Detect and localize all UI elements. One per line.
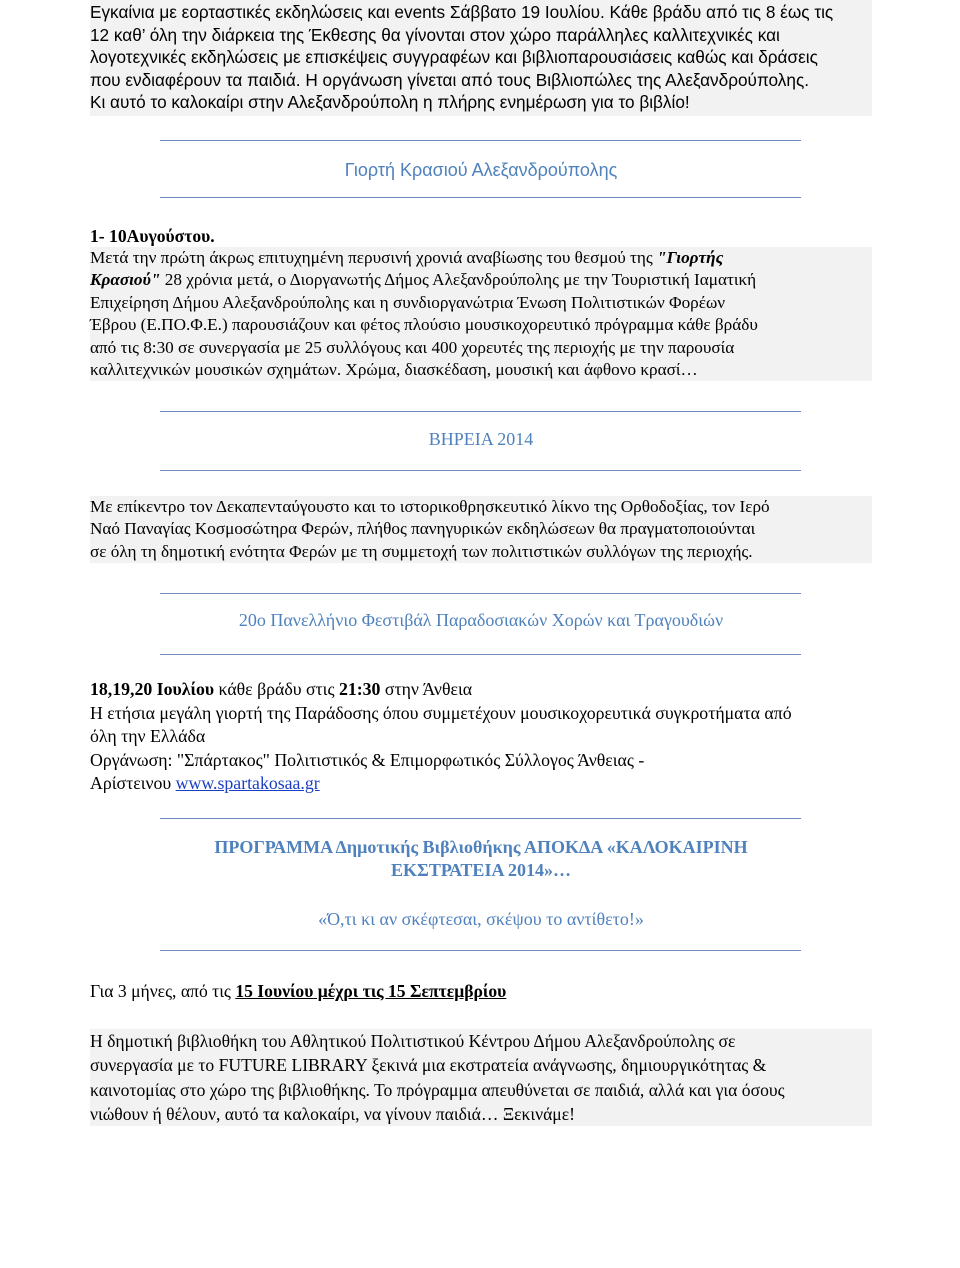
dance-festival-line <box>90 678 880 702</box>
wine-festival-line <box>90 269 872 291</box>
dance-festival-text: στην Άνθεια <box>380 679 473 699</box>
divider-line <box>160 197 801 198</box>
wine-festival-bold: Κρασιού" <box>90 270 161 290</box>
library-title-line: ΠΡΟΓΡΑΜΜΑ Δημοτικής Βιβλιοθήκης ΑΠΟΚΔΑ «ΚΑΛΟΚΑΙΡΙΝΗ <box>214 837 748 857</box>
dance-festival-time: 21:30 <box>338 679 381 699</box>
divider-line <box>160 140 801 141</box>
dance-festival-line <box>90 772 880 796</box>
wine-festival-bold: "Γιορτής <box>657 248 724 267</box>
library-period <box>90 980 880 1004</box>
divider-line <box>160 654 801 655</box>
library-program-title <box>90 836 872 882</box>
dance-festival-text: Αρίστεινου <box>90 773 176 793</box>
divider-line <box>160 950 801 951</box>
divider-line <box>160 411 801 412</box>
wine-festival-line: καλλιτεχνικών μουσικών σχημάτων. Χρώμα, διασκέδαση, μουσική και άφθονο κρασί… <box>90 360 698 380</box>
spartakos-website-link[interactable]: www.spartakosaa.gr <box>175 773 320 793</box>
dance-festival-line: Οργάνωση: "Σπάρτακος" Πολιτιστικός & Επιμορφωτικός Σύλλογος Άνθειας - <box>90 749 645 770</box>
wine-festival-line: από τις 8:30 σε συνεργασία με 25 συλλόγους και 400 χορευτές της περιοχής με την παρουσία <box>90 337 735 357</box>
library-line: Η δημοτική βιβλιοθήκη του Αθλητικού Πολιτιστικού Κέντρου Δήμου Αλεξανδρούπολης σε <box>90 1031 736 1051</box>
dance-festival-dates: 18,19,20 Ιουλίου <box>90 679 215 699</box>
library-line: συνεργασία με το FUTURE LIBRARY ξεκινά μια εκστρατεία ανάγνωσης, δημιουργικότητας & <box>90 1055 767 1076</box>
dance-festival-title: 20ο Πανελλήνιο Φεστιβάλ Παραδοσιακών Χορών και Τραγουδιών <box>238 610 724 630</box>
vireia-description <box>90 496 872 563</box>
wine-festival-text: Μετά την πρώτη άκρως επιτυχημένη περυσινή χρονιά αναβίωσης του θεσμού της <box>90 248 658 267</box>
wine-festival-line: Επιχείρηση Δήμου Αλεξανδρούπολης και η συνδιοργανώτρια Ένωση Πολιτιστικών Φορέων <box>90 292 726 312</box>
library-description <box>90 1029 872 1126</box>
library-line: καινοτομίας στο χώρο της βιβλιοθήκης. Το πρόγραμμα απευθύνεται σε παιδιά, αλλά και για όσους <box>90 1079 785 1100</box>
divider-line <box>160 470 801 471</box>
library-motto: «Ό,τι κι αν σκέφτεσαι, σκέψου το αντίθετο!» <box>318 909 644 929</box>
dance-festival-text: κάθε βράδυ στις <box>214 679 339 699</box>
wine-festival-text: 28 χρόνια μετά, ο Διοργανωτής Δήμος Αλεξανδρούπολης με την Τουριστική Ιαματική <box>160 270 757 290</box>
intro-line: Κι αυτό το καλοκαίρι στην Αλεξανδρούπολη η πλήρης ενημέρωση για το βιβλίο! <box>90 92 690 112</box>
vireia-title: ΒΗΡΕΙΑ 2014 <box>428 429 534 449</box>
vireia-line: Με επίκεντρο τον Δεκαπενταύγουστο και το ιστορικοθρησκευτικό λίκνο της Ορθοδοξίας, τον Ιερό <box>90 497 770 516</box>
library-period-text: Για 3 μήνες, από τις <box>90 981 236 1001</box>
dance-festival-line: όλη την Ελλάδα <box>90 726 206 746</box>
wine-festival-dates: 1- 10Αυγούστου. <box>90 226 215 246</box>
dance-festival-description <box>90 678 880 796</box>
intro-line: Εγκαίνια με εορταστικές εκδηλώσεις και events Σάββατο 19 Ιουλίου. Κάθε βράδυ από τις 8 έως τις <box>90 2 834 22</box>
wine-festival-line <box>90 247 872 269</box>
library-period-dates: 15 Ιουνίου μέχρι τις 15 Σεπτεμβρίου <box>235 981 507 1001</box>
intro-line: που ενδιαφέρουν τα παιδιά. Η οργάνωση γίνεται από τους Βιβλιοπώλες της Αλεξανδρούπολης. <box>90 69 810 90</box>
vireia-line: Ναό Παναγίας Κοσμοσώτηρα Φερών, πλήθος πανηγυρικών εκδηλώσεων θα πραγματοποιούνται <box>90 519 756 539</box>
intro-line: 12 καθ’ όλη την διάρκεια της Έκθεσης θα γίνονται στον χώρο παράλληλες καλλιτεχνικές και <box>90 24 780 45</box>
divider-line <box>160 593 801 594</box>
wine-festival-description <box>90 247 872 381</box>
intro-line: λογοτεχνικές εκδηλώσεις με επισκέψεις συγγραφέων και βιβλιοπαρουσιάσεις καθώς και δράσεις <box>90 47 818 67</box>
library-title-line: ΕΚΣΤΡΑΤΕΙΑ 2014»… <box>391 860 571 880</box>
wine-festival-title: Γιορτή Κρασιού Αλεξανδρούπολης <box>344 160 618 180</box>
intro-paragraph <box>90 0 872 116</box>
library-line: νιώθουν ή θέλουν, αυτό τα καλοκαίρι, να γίνουν παιδιά… Ξεκινάμε! <box>90 1103 575 1124</box>
wine-festival-line: Έβρου (Ε.ΠΟ.Φ.Ε.) παρουσιάζουν και φέτος πλούσιο μουσικοχορευτικό πρόγραμμα κάθε βράδυ <box>90 315 758 335</box>
vireia-line: σε όλη τη δημοτική ενότητα Φερών με τη συμμετοχή των πολιτιστικών συλλόγων της περιοχής. <box>90 541 753 561</box>
divider-line <box>160 818 801 819</box>
library-period-line <box>90 980 880 1004</box>
dance-festival-line: Η ετήσια μεγάλη γιορτή της Παράδοσης όπου συμμετέχουν μουσικοχορευτικά συγκροτήματα από <box>90 702 792 723</box>
